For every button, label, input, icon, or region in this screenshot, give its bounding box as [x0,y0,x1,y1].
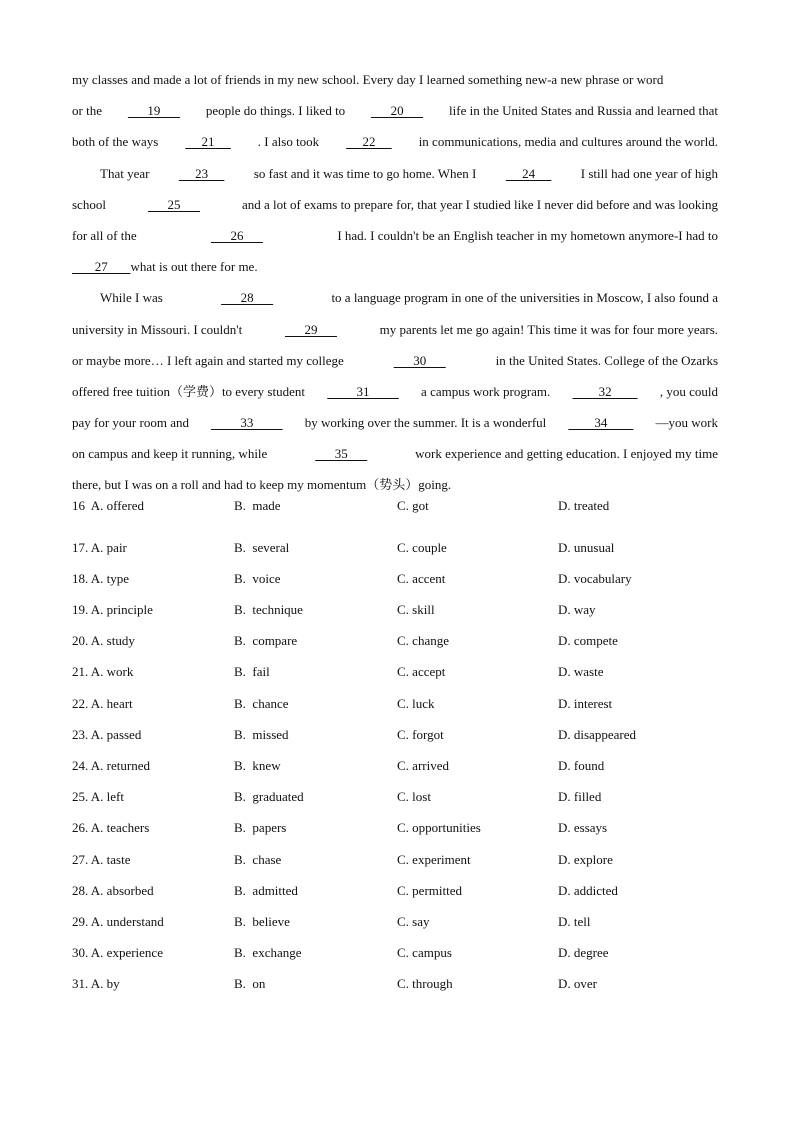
passage-text: pay for your room and [72,415,189,431]
passage-text: my parents let me go again! This time it was for four more years. [379,321,718,337]
option-d: D. vocabulary [558,571,632,586]
passage-text: That year [100,165,150,181]
option-d: D. way [558,602,596,617]
option-d: D. compete [558,633,618,648]
passage-text: by working over the summer. It is a wonderful [304,415,547,431]
question-30-row [72,945,732,976]
option-a: 31. A. by [72,976,120,991]
option-b: B. technique [234,602,303,617]
option-b: B. voice [234,571,281,586]
option-a: 19. A. principle [72,602,153,617]
option-b: B. made [234,498,281,513]
option-a: 25. A. left [72,789,124,804]
question-29-row [72,914,732,945]
option-c: C. skill [397,602,435,617]
question-17-row [72,540,732,571]
question-16-row [72,498,732,529]
passage-line [72,438,718,469]
blank-32: 32 [572,383,638,399]
option-c: C. got [397,498,429,513]
passage-text: I had. I couldn't be an English teacher in my hometown anymore-I had to [337,227,718,243]
question-23-row [72,727,732,758]
option-a: 28. A. absorbed [72,883,154,898]
option-b: B. compare [234,633,298,648]
option-a: 22. A. heart [72,696,133,711]
passage-line [72,220,718,251]
option-d: D. filled [558,789,602,804]
option-c: C. through [397,976,453,991]
option-a: 24. A. returned [72,758,150,773]
passage-text: While I was [100,290,163,306]
option-c: C. accent [397,571,446,586]
option-b: B. on [234,976,266,991]
question-18-row [72,571,732,602]
question-24-row [72,758,732,789]
passage-text: there, but I was on a roll and had to keep my momentum（势头）going. [72,477,452,493]
option-a: 21. A. work [72,664,134,679]
blank-19: 19 [127,103,180,119]
passage-line [72,64,718,95]
blank-29: 29 [284,321,337,337]
option-c: C. lost [397,789,431,804]
cloze-passage [72,64,718,501]
passage-line [72,95,718,126]
option-c: C. forgot [397,727,444,742]
question-19-row [72,602,732,633]
question-25-row [72,789,732,820]
option-a: 30. A. experience [72,945,163,960]
passage-text: for all of the [72,227,137,243]
option-d: D. unusual [558,540,615,555]
question-22-row [72,696,732,727]
option-d: D. addicted [558,883,618,898]
passage-text: university in Missouri. I couldn't [72,321,243,337]
question-21-row [72,664,732,695]
question-27-row [72,852,732,883]
passage-text: . I also took [257,134,320,150]
passage-text: on campus and keep it running, while [72,446,268,462]
passage-line [72,407,718,438]
passage-text: my classes and made a lot of friends in my new school. Every day I learned something new-a new phrase or word [72,72,664,87]
passage-text: a campus work program. [421,383,551,399]
option-c: C. say [397,914,430,929]
blank-24: 24 [505,165,552,181]
option-d: D. explore [558,852,613,867]
passage-text: in communications, media and cultures around the world. [418,134,718,150]
option-c: C. luck [397,696,435,711]
option-d: D. disappeared [558,727,636,742]
option-d: D. interest [558,696,613,711]
passage-text: people do things. I liked to [205,103,346,119]
option-c: C. accept [397,664,446,679]
option-d: D. essays [558,820,608,835]
passage-text: what is out there for me. [130,259,258,275]
blank-23: 23 [178,165,225,181]
option-b: B. believe [234,914,290,929]
option-b: B. graduated [234,789,304,804]
option-b: B. missed [234,727,289,742]
passage-text: or the [72,103,102,119]
option-c: C. change [397,633,449,648]
option-d: D. degree [558,945,609,960]
blank-22: 22 [346,134,392,150]
option-a: 23. A. passed [72,727,142,742]
passage-text: I still had one year of high [580,165,718,181]
passage-line [72,158,718,189]
question-26-row [72,820,732,851]
blank-27: 27 [72,259,131,275]
passage-text: offered free tuition（学费）to every student [72,383,305,399]
option-d: D. tell [558,914,591,929]
option-a: 16 A. offered [72,498,144,513]
option-c: C. campus [397,945,452,960]
option-c: C. couple [397,540,447,555]
passage-text: work experience and getting education. I enjoyed my time [415,446,718,462]
passage-text: , you could [659,383,718,399]
passage-line [72,251,718,282]
option-a: 20. A. study [72,633,135,648]
option-b: B. knew [234,758,281,773]
option-c: C. arrived [397,758,449,773]
passage-line [72,126,718,157]
passage-text: to a language program in one of the universities in Moscow, I also found a [331,290,718,306]
option-d: D. over [558,976,597,991]
option-c: C. experiment [397,852,471,867]
option-a: 29. A. understand [72,914,164,929]
blank-33: 33 [211,415,283,431]
option-b: B. several [234,540,290,555]
option-b: B. fail [234,664,270,679]
passage-line [72,282,718,313]
blank-28: 28 [221,290,274,306]
option-c: C. opportunities [397,820,481,835]
option-a: 26. A. teachers [72,820,150,835]
passage-text: school [72,196,106,212]
option-c: C. permitted [397,883,462,898]
option-a: 17. A. pair [72,540,127,555]
question-20-row [72,633,732,664]
option-a: 27. A. taste [72,852,131,867]
passage-line [72,314,718,345]
option-d: D. found [558,758,605,773]
passage-text: both of the ways [72,134,159,150]
blank-35: 35 [315,446,368,462]
passage-text: in the United States. College of the Ozarks [495,352,718,368]
blank-31: 31 [327,383,399,399]
blank-20: 20 [371,103,424,119]
passage-line [72,345,718,376]
question-28-row [72,883,732,914]
passage-text: or maybe more… I left again and started my college [72,352,344,368]
passage-text: and a lot of exams to prepare for, that year I studied like I never did before and was looking [242,196,718,212]
option-b: B. chance [234,696,289,711]
blank-21: 21 [185,134,231,150]
passage-text: life in the United States and Russia and learned that [449,103,718,119]
passage-text: —you work [655,415,718,431]
passage-line [72,189,718,220]
option-d: D. waste [558,664,604,679]
blank-30: 30 [393,352,446,368]
option-b: B. admitted [234,883,298,898]
blank-26: 26 [210,227,263,243]
option-b: B. papers [234,820,287,835]
question-31-row [72,976,732,1007]
blank-25: 25 [147,196,200,212]
option-b: B. chase [234,852,282,867]
passage-line [72,469,718,500]
option-a: 18. A. type [72,571,130,586]
passage-line [72,376,718,407]
option-d: D. treated [558,498,610,513]
passage-text: so fast and it was time to go home. When I [253,165,477,181]
option-b: B. exchange [234,945,302,960]
blank-34: 34 [568,415,634,431]
